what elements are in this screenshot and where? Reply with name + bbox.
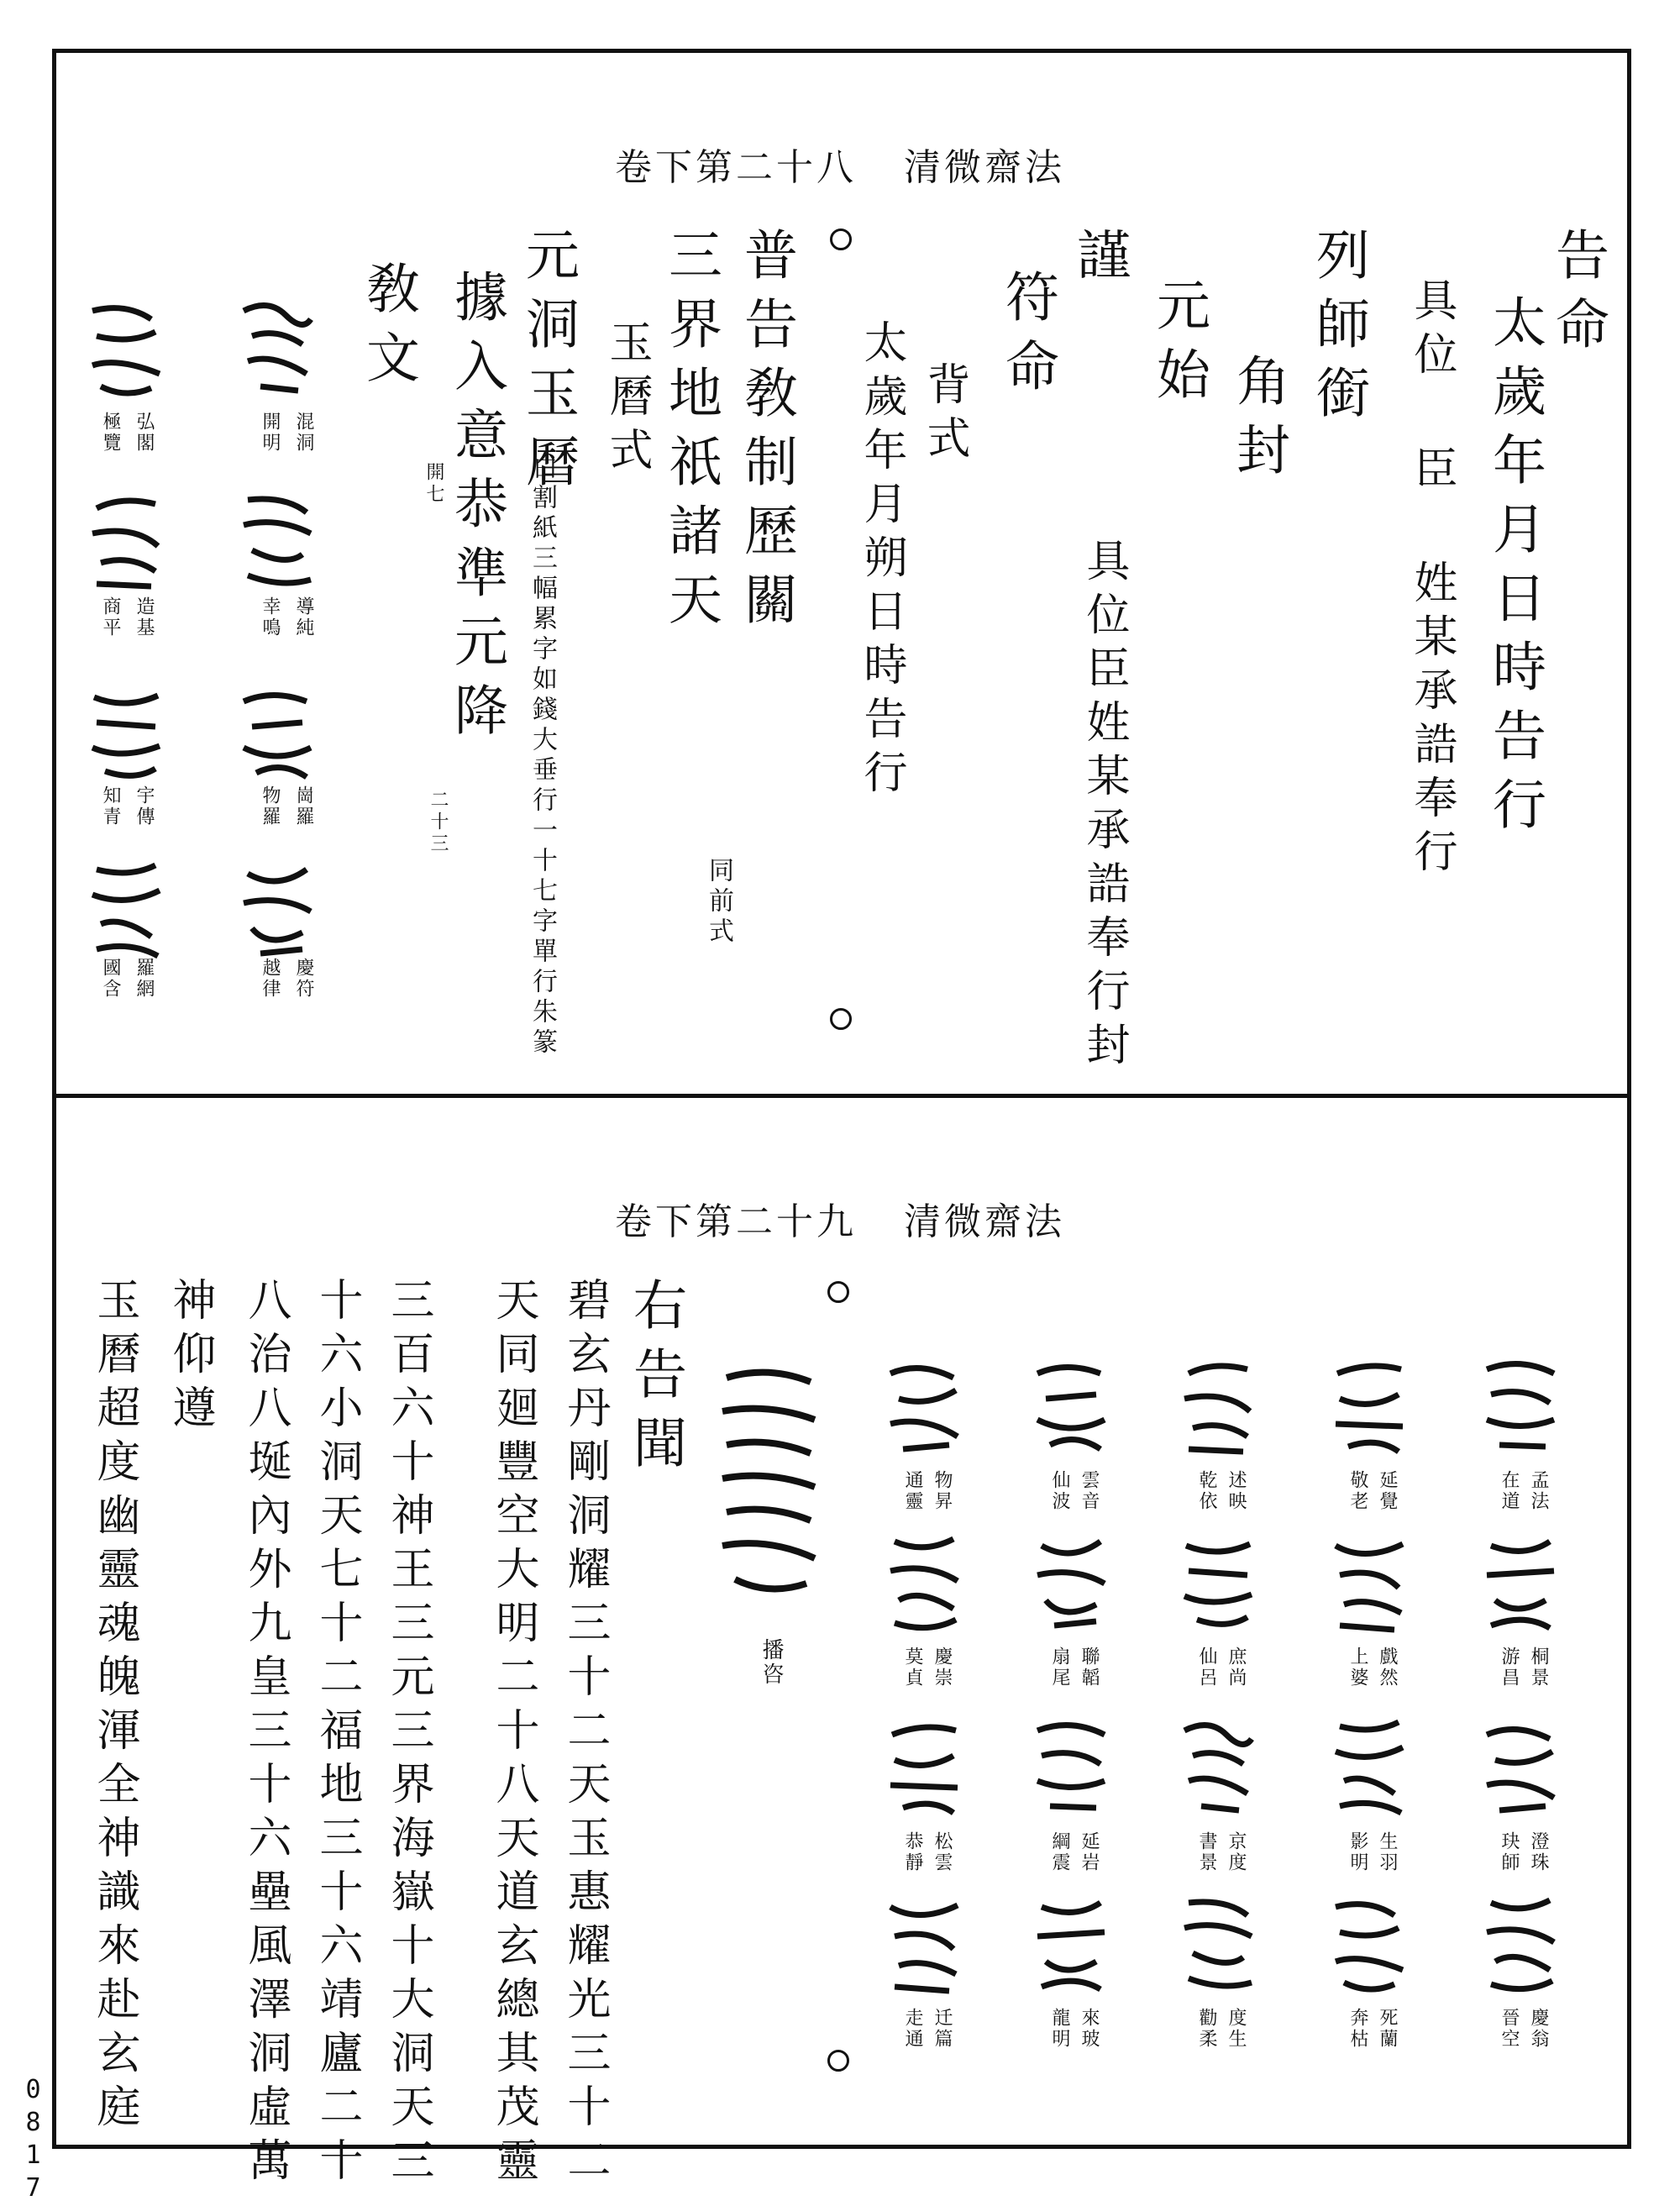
seal-talisman-icon bbox=[710, 1361, 827, 1613]
talisman-label: 導純 bbox=[293, 596, 314, 638]
talisman-icon bbox=[1478, 1352, 1562, 1462]
talisman-icon bbox=[235, 857, 319, 966]
top-header bbox=[538, 130, 1142, 197]
talisman-label: 乾依 bbox=[1196, 1470, 1217, 1512]
talisman-icon bbox=[84, 294, 168, 403]
top-col-3: 具位 臣 姓某承誥奉行 bbox=[1406, 277, 1457, 882]
talisman-icon bbox=[1176, 1529, 1260, 1638]
talisman-icon bbox=[1029, 1714, 1113, 1823]
talisman-label: 書景 bbox=[1196, 1831, 1217, 1873]
talisman-label: 京度 bbox=[1226, 1831, 1247, 1873]
talisman-label: 迁篇 bbox=[932, 2008, 953, 2050]
talisman-label: 松雲 bbox=[932, 1831, 953, 1873]
talisman-label: 庶尚 bbox=[1226, 1647, 1247, 1689]
talisman-label: 戲然 bbox=[1377, 1647, 1398, 1689]
talisman-icon bbox=[1327, 1890, 1411, 1999]
talisman-icon bbox=[1327, 1714, 1411, 1823]
binding-hole-top-1 bbox=[830, 228, 852, 250]
talisman-icon bbox=[1478, 1529, 1562, 1638]
top-left-col-8: 開七 bbox=[423, 462, 444, 506]
bottom-col-5: 十六小洞天七十二福地三十六靖廬二十 bbox=[312, 1277, 362, 2191]
talisman-label: 越律 bbox=[260, 958, 281, 1000]
top-left-col-7: 據入意恭準元降 bbox=[445, 269, 507, 751]
talisman-icon bbox=[84, 857, 168, 966]
top-left-col-9: 二十三 bbox=[428, 790, 449, 855]
talisman-label: 仙波 bbox=[1049, 1470, 1070, 1512]
top-col-4: 列師銜 bbox=[1307, 227, 1369, 433]
talisman-label: 延岩 bbox=[1079, 1831, 1100, 1873]
talisman-icon bbox=[1478, 1714, 1562, 1823]
talisman-label: 聯韜 bbox=[1079, 1647, 1100, 1689]
top-col-11: 太歲年月朔日時告行 bbox=[856, 319, 906, 803]
margin-page-number: 0817 bbox=[18, 2075, 48, 2206]
talisman-label: 雲音 bbox=[1079, 1470, 1100, 1512]
top-col-6: 元始 bbox=[1147, 277, 1210, 415]
bottom-col-2: 碧玄丹剛洞耀三十二天玉惠耀光三十二 bbox=[559, 1277, 610, 2191]
top-left-col-2: 三界地祇諸天 bbox=[659, 227, 722, 640]
top-col-2: 太歲年月日時告行 bbox=[1483, 294, 1546, 845]
page-divider bbox=[52, 1094, 1631, 1098]
talisman-label: 弘閣 bbox=[134, 412, 155, 454]
talisman-label: 物昇 bbox=[932, 1470, 953, 1512]
bottom-col-3: 天同廻豐空大明二十八天道玄總其茂靈 bbox=[488, 1277, 538, 2191]
talisman-icon bbox=[1478, 1890, 1562, 1999]
talisman-label: 知青 bbox=[100, 785, 121, 827]
top-left-col-10: 敎文 bbox=[357, 260, 419, 398]
talisman-label: 恭靜 bbox=[902, 1831, 923, 1873]
talisman-label: 上婆 bbox=[1347, 1647, 1368, 1689]
bottom-header-title: 清微齋法 bbox=[904, 1200, 1065, 1243]
talisman-label: 晉空 bbox=[1499, 2008, 1520, 2050]
talisman-label: 龍明 bbox=[1049, 2008, 1070, 2050]
talisman-label: 仙呂 bbox=[1196, 1647, 1217, 1689]
talisman-label: 混洞 bbox=[293, 412, 314, 454]
top-left-col-6: 白割紙三幅累字如錢大垂行一十七字單行朱篆 bbox=[528, 454, 557, 1058]
talisman-icon bbox=[882, 1352, 966, 1462]
bottom-header bbox=[538, 1184, 1142, 1252]
binding-hole-bottom-1 bbox=[827, 1281, 849, 1303]
talisman-label: 通靈 bbox=[902, 1470, 923, 1512]
talisman-label: 慶翁 bbox=[1528, 2008, 1549, 2050]
talisman-label: 延覺 bbox=[1377, 1470, 1398, 1512]
bottom-col-8: 玉曆超度幽靈魂魄渾全神識來赴玄庭 bbox=[89, 1277, 139, 2137]
talisman-label: 宇傳 bbox=[134, 785, 155, 827]
talisman-label: 幸鳴 bbox=[260, 596, 281, 638]
talisman-label: 慶符 bbox=[293, 958, 314, 1000]
talisman-label: 造基 bbox=[134, 596, 155, 638]
talisman-label: 商平 bbox=[100, 596, 121, 638]
binding-hole-top-2 bbox=[830, 1008, 852, 1030]
talisman-icon bbox=[235, 294, 319, 403]
top-col-1: 告命 bbox=[1546, 227, 1609, 365]
talisman-icon bbox=[882, 1529, 966, 1638]
talisman-icon bbox=[1327, 1529, 1411, 1638]
talisman-label: 孟法 bbox=[1528, 1470, 1549, 1512]
talisman-label: 莫貞 bbox=[902, 1647, 923, 1689]
top-col-7: 謹 bbox=[1068, 227, 1130, 296]
talisman-icon bbox=[1029, 1352, 1113, 1462]
talisman-label: 生羽 bbox=[1377, 1831, 1398, 1873]
talisman-label: 勸柔 bbox=[1196, 2008, 1217, 2050]
top-left-col-4: 玉曆式 bbox=[601, 319, 652, 481]
talisman-icon bbox=[84, 487, 168, 596]
talisman-label: 述映 bbox=[1226, 1470, 1247, 1512]
talisman-label: 開明 bbox=[260, 412, 281, 454]
talisman-label: 澄珠 bbox=[1528, 1831, 1549, 1873]
binding-hole-bottom-2 bbox=[827, 2050, 849, 2072]
talisman-icon bbox=[1029, 1890, 1113, 1999]
talisman-label: 在道 bbox=[1499, 1470, 1520, 1512]
bottom-col-7: 神仰遵 bbox=[165, 1277, 215, 1438]
top-header-title: 清微齋法 bbox=[904, 146, 1065, 189]
bottom-col-4: 三百六十神王三元三界海嶽十大洞天三 bbox=[383, 1277, 433, 2191]
talisman-icon bbox=[1176, 1352, 1260, 1462]
talisman-label: 度生 bbox=[1226, 2008, 1247, 2050]
talisman-label: 玦師 bbox=[1499, 1831, 1520, 1873]
top-col-8: 符命 bbox=[996, 269, 1058, 407]
talisman-label: 物羅 bbox=[260, 785, 281, 827]
talisman-label: 游昌 bbox=[1499, 1647, 1520, 1689]
talisman-label: 走通 bbox=[902, 2008, 923, 2050]
top-left-col-5: 元洞玉曆 bbox=[517, 227, 579, 502]
talisman-icon bbox=[84, 680, 168, 790]
talisman-label: 慶崇 bbox=[932, 1647, 953, 1689]
talisman-icon bbox=[235, 487, 319, 596]
talisman-label: 羅網 bbox=[134, 958, 155, 1000]
talisman-icon bbox=[1029, 1529, 1113, 1638]
talisman-icon bbox=[882, 1714, 966, 1823]
talisman-label: 扇尾 bbox=[1049, 1647, 1070, 1689]
seal-label: 播咨 bbox=[759, 1638, 784, 1687]
talisman-icon bbox=[882, 1890, 966, 1999]
top-col-10: 背式 bbox=[919, 361, 969, 469]
talisman-icon bbox=[235, 680, 319, 790]
bottom-col-1: 右告聞 bbox=[624, 1277, 686, 1484]
bottom-col-6: 八治八埏內外九皇三十六壘風澤洞虛萬 bbox=[240, 1277, 291, 2191]
talisman-label: 極覽 bbox=[100, 412, 121, 454]
top-col-5: 角封 bbox=[1227, 353, 1289, 491]
talisman-label: 奔枯 bbox=[1347, 2008, 1368, 2050]
talisman-label: 敬老 bbox=[1347, 1470, 1368, 1512]
talisman-label: 死蘭 bbox=[1377, 2008, 1398, 2050]
talisman-label: 崗羅 bbox=[293, 785, 314, 827]
top-header-section: 卷下第二十八 bbox=[615, 146, 857, 189]
top-left-col-3: 同前式 bbox=[704, 857, 733, 948]
talisman-label: 綱震 bbox=[1049, 1831, 1070, 1873]
talisman-icon bbox=[1176, 1890, 1260, 1999]
bottom-header-section: 卷下第二十九 bbox=[615, 1200, 857, 1243]
top-col-9: 具位臣姓某承誥奉行封 bbox=[1079, 538, 1129, 1075]
talisman-label: 國含 bbox=[100, 958, 121, 1000]
talisman-label: 桐景 bbox=[1528, 1647, 1549, 1689]
talisman-icon bbox=[1176, 1714, 1260, 1823]
talisman-label: 影明 bbox=[1347, 1831, 1368, 1873]
talisman-label: 來玻 bbox=[1079, 2008, 1100, 2050]
top-left-col-1: 普告敎制歷關 bbox=[735, 227, 797, 640]
talisman-icon bbox=[1327, 1352, 1411, 1462]
